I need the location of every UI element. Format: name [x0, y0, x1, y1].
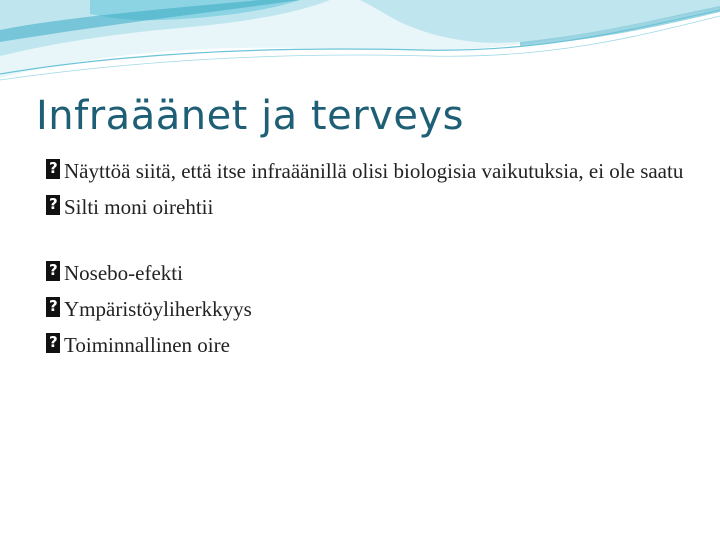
slide-title: Infraäänet ja terveys: [36, 93, 464, 139]
bullet-text: Nosebo-efekti: [64, 261, 183, 285]
bullet-list: [46, 156, 686, 360]
bullet-marker-icon: [46, 297, 60, 317]
bullet-marker-icon: [46, 195, 60, 215]
decorative-wave-header: [0, 0, 720, 90]
bullet-marker-icon: [46, 261, 60, 281]
bullet-item: [46, 192, 686, 222]
bullet-marker-icon: [46, 159, 60, 179]
bullet-item: [46, 156, 686, 186]
bullet-text: Näyttöä siitä, että itse infraäänillä olisi biologisia vaikutuksia, ei ole saatu: [64, 159, 684, 183]
bullet-marker-icon: [46, 333, 60, 353]
bullet-item: [46, 258, 686, 288]
bullet-text: Toiminnallinen oire: [64, 333, 230, 357]
bullet-item: [46, 294, 686, 324]
bullet-item: [46, 330, 686, 360]
bullet-text: Silti moni oirehtii: [64, 195, 214, 219]
bullet-text: Ympäristöyliherkkyys: [64, 297, 252, 321]
